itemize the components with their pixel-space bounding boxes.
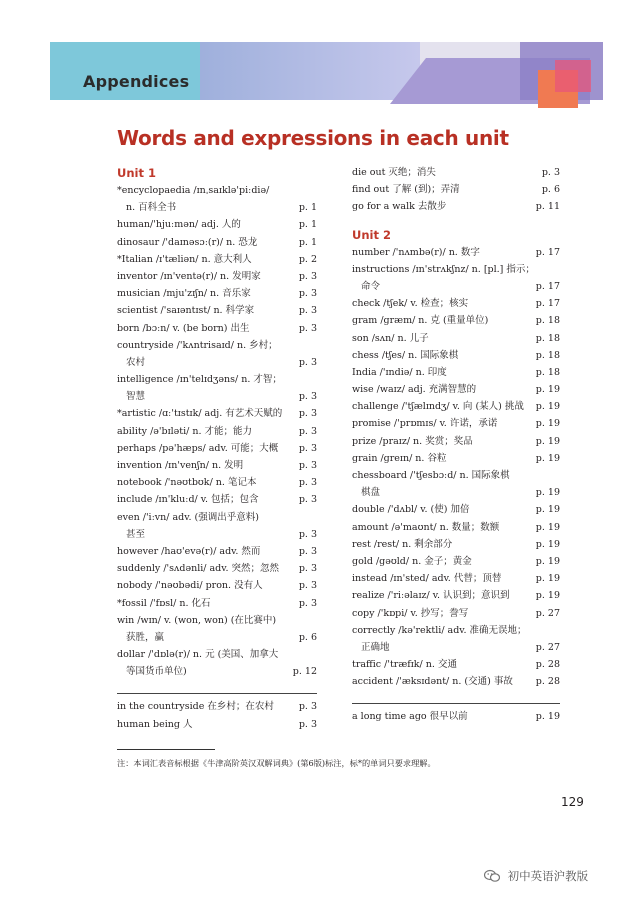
entry-text: *Italian /ɪ'tæliən/ n. 意大利人	[117, 253, 252, 265]
vocabulary-entry	[117, 320, 317, 337]
page-reference: p. 2	[298, 253, 317, 265]
entry-text: traffic /'træfɪk/ n. 交通	[352, 659, 457, 671]
vocabulary-entry	[117, 302, 317, 319]
entry-text: instructions /ɪn'strʌkʃnz/ n. [pl.] 指示；	[352, 263, 535, 275]
page-reference: p. 3	[298, 563, 317, 575]
page-reference: p. 3	[298, 408, 317, 420]
expression-entry	[117, 716, 317, 733]
vocabulary-entry	[352, 364, 560, 381]
page-reference: p. 27	[535, 607, 560, 619]
vocabulary-entry	[352, 656, 560, 673]
vocabulary-entry	[352, 622, 560, 639]
page-number: 129	[561, 795, 584, 809]
section-divider	[352, 703, 560, 704]
vocabulary-entry	[117, 234, 317, 251]
entry-text: include /ɪn'kluːd/ v. 包括；包含	[117, 494, 259, 506]
right-column	[352, 164, 560, 726]
vocabulary-entry	[117, 199, 317, 216]
page-reference: p. 3	[298, 701, 317, 713]
entry-text: even /'iːvn/ adv. (强调出乎意料)	[117, 511, 259, 523]
entry-text: rest /rest/ n. 剩余部分	[352, 538, 453, 550]
vocabulary-entry	[117, 560, 317, 577]
page-reference: p. 19	[535, 435, 560, 447]
vocabulary-entry	[117, 251, 317, 268]
vocabulary-entry	[352, 261, 560, 278]
page-reference: p. 3	[298, 718, 317, 730]
unit-2-heading: Unit 2	[352, 227, 391, 242]
page-reference: p. 3	[298, 356, 317, 368]
vocabulary-entry	[352, 467, 560, 484]
page-title: Words and expressions in each unit	[117, 126, 509, 150]
vocabulary-entry	[352, 501, 560, 518]
page-reference: p. 3	[541, 167, 560, 178]
page-reference: p. 19	[535, 711, 560, 723]
entry-text: however /haʊ'evə(r)/ adv. 然而	[117, 545, 261, 557]
entry-text: dinosaur /'daɪnəsɔː(r)/ n. 恐龙	[117, 236, 258, 248]
vocabulary-entry	[117, 612, 317, 629]
vocabulary-entry	[352, 519, 560, 536]
page-reference: p. 3	[298, 288, 317, 300]
entry-text: suddenly /'sʌdənli/ adv. 突然；忽然	[117, 563, 280, 575]
entry-text: human/'hjuːmən/ adj. 人的	[117, 219, 241, 231]
entry-text: ability /ə'bɪləti/ n. 才能；能力	[117, 425, 253, 437]
unit-1-heading: Unit 1	[117, 166, 156, 180]
entry-text: win /wɪn/ v. (won, won) (在比赛中)	[117, 614, 277, 626]
entry-text: human being 人	[117, 718, 193, 730]
vocabulary-entry	[352, 244, 560, 261]
vocabulary-entry	[117, 285, 317, 302]
page-reference: p. 17	[535, 280, 560, 292]
unit-2-word-list	[352, 244, 560, 691]
vocabulary-entry	[117, 491, 317, 508]
page-reference: p. 17	[535, 298, 560, 310]
unit-2-expression-list	[352, 708, 560, 725]
page-reference: p. 1	[298, 202, 317, 214]
entry-text: find out 了解 (到)；弄清	[352, 184, 460, 196]
entry-text: n. 百科全书	[126, 202, 177, 214]
page-reference: p. 3	[298, 391, 317, 403]
page-reference: p. 3	[298, 305, 317, 317]
entry-text: 智慧	[126, 391, 146, 403]
vocabulary-entry	[352, 433, 560, 450]
page-reference: p. 3	[298, 545, 317, 557]
vocabulary-entry	[117, 577, 317, 594]
entry-text: inventor /ɪn'ventə(r)/ n. 发明家	[117, 270, 261, 282]
entry-text: amount /ə'maʊnt/ n. 数量；数额	[352, 521, 500, 533]
page-reference: p. 19	[535, 521, 560, 533]
vocabulary-entry	[117, 354, 317, 371]
expression-entry	[352, 708, 560, 725]
entry-text: *encyclopaedia /ɪnˌsaɪklə'piːdiə/	[117, 185, 270, 196]
entry-text: grain /greɪn/ n. 谷粒	[352, 452, 447, 464]
vocabulary-entry	[117, 182, 317, 199]
page-reference: p. 19	[535, 452, 560, 464]
vocabulary-entry	[117, 371, 317, 388]
vocabulary-entry	[352, 381, 560, 398]
entry-text: gold /gəʊld/ n. 金子；黄金	[352, 555, 472, 567]
vocabulary-entry	[117, 509, 317, 526]
page-reference: p. 28	[535, 676, 560, 688]
entry-text: nobody /'nəʊbədi/ pron. 没有人	[117, 580, 263, 592]
page-reference: p. 3	[298, 322, 317, 334]
entry-text: double /'dʌbl/ v. (使) 加倍	[352, 504, 470, 516]
entry-text: perhaps /pə'hæps/ adv. 可能；大概	[117, 442, 279, 454]
entry-text: *fossil /'fɒsl/ n. 化石	[117, 597, 211, 609]
vocabulary-entry	[352, 398, 560, 415]
page-reference: p. 28	[535, 659, 560, 671]
vocabulary-entry	[117, 388, 317, 405]
vocabulary-entry	[117, 423, 317, 440]
unit-1-expression-list	[117, 698, 317, 732]
entry-text: 农村	[126, 356, 146, 368]
entry-text: promise /'prɒmɪs/ v. 许诺，承诺	[352, 418, 498, 430]
page-reference: p. 1	[298, 219, 317, 231]
entry-text: go for a walk 去散步	[352, 201, 447, 213]
expression-entry	[352, 198, 560, 215]
entry-text: realize /'riːəlaɪz/ v. 认识到；意识到	[352, 590, 510, 602]
entry-text: a long time ago 很早以前	[352, 711, 468, 723]
expression-entry	[352, 164, 560, 181]
entry-text: correctly /kə'rektli/ adv. 准确无误地；	[352, 624, 527, 636]
vocabulary-entry	[352, 295, 560, 312]
decorative-square-pink	[555, 60, 591, 92]
unit-1-expression-list-continued	[352, 164, 560, 216]
entry-text: invention /ɪn'venʃn/ n. 发明	[117, 460, 244, 471]
page-reference: p. 19	[535, 555, 560, 567]
entry-text: musician /mju'zɪʃn/ n. 音乐家	[117, 288, 251, 300]
vocabulary-entry	[352, 330, 560, 347]
page-reference: p. 18	[535, 349, 560, 361]
vocabulary-entry	[117, 268, 317, 285]
page-reference: p. 19	[535, 384, 560, 396]
page-reference: p. 18	[535, 332, 560, 344]
page-reference: p. 3	[298, 528, 317, 540]
vocabulary-entry	[117, 457, 317, 474]
entry-text: chess /tʃes/ n. 国际象棋	[352, 349, 459, 361]
page-reference: p. 19	[535, 504, 560, 516]
page-reference: p. 12	[292, 666, 317, 678]
entry-text: 获胜，赢	[126, 631, 165, 643]
page-reference: p. 3	[298, 580, 317, 592]
vocabulary-entry	[352, 450, 560, 467]
vocabulary-entry	[352, 415, 560, 432]
entry-text: 正确地	[361, 641, 390, 653]
expression-entry	[352, 181, 560, 198]
vocabulary-entry	[352, 587, 560, 604]
page-reference: p. 3	[298, 270, 317, 282]
expression-entry	[117, 698, 317, 715]
footnote-rule	[117, 749, 215, 750]
entry-text: accident /'æksɪdənt/ n. (交通) 事故	[352, 676, 513, 688]
left-column	[117, 164, 317, 733]
banner-title: Appendices	[83, 72, 190, 91]
entry-text: number /'nʌmbə(r)/ n. 数字	[352, 246, 480, 258]
entry-text: born /bɔːn/ v. (be born) 出生	[117, 322, 250, 334]
entry-text: check /tʃek/ v. 检查；核实	[352, 298, 469, 310]
page-reference: p. 19	[535, 538, 560, 550]
entry-text: challenge /'tʃælɪndʒ/ v. 向 (某人) 挑战	[352, 401, 524, 413]
vocabulary-entry	[352, 278, 560, 295]
page-reference: p. 19	[535, 418, 560, 430]
page-reference: p. 3	[298, 597, 317, 609]
vocabulary-entry	[117, 440, 317, 457]
page-reference: p. 1	[298, 236, 317, 248]
page-reference: p. 18	[535, 366, 560, 378]
entry-text: instead /ɪn'sted/ adv. 代替；顶替	[352, 573, 502, 585]
page-reference: p. 3	[298, 494, 317, 506]
page-reference: p. 19	[535, 573, 560, 585]
entry-text: 棋盘	[361, 487, 381, 499]
page-reference: p. 3	[298, 442, 317, 454]
vocabulary-entry	[117, 216, 317, 233]
entry-text: die out 灭绝；消失	[352, 167, 436, 178]
entry-text: in the countryside 在乡村；在农村	[117, 701, 274, 713]
entry-text: wise /waɪz/ adj. 充满智慧的	[352, 384, 477, 396]
entry-text: copy /'kɒpi/ v. 抄写；誊写	[352, 607, 469, 619]
vocabulary-entry	[117, 663, 317, 680]
page-reference: p. 3	[298, 460, 317, 471]
appendices-banner	[50, 42, 603, 104]
vocabulary-entry	[352, 312, 560, 329]
page-reference: p. 17	[535, 246, 560, 258]
page-reference: p. 3	[298, 477, 317, 489]
entry-text: intelligence /ɪn'telɪdʒəns/ n. 才智；	[117, 374, 282, 386]
vocabulary-entry	[117, 526, 317, 543]
entry-text: gram /græm/ n. 克 (重量单位)	[352, 315, 489, 327]
page-reference: p. 6	[298, 631, 317, 643]
vocabulary-entry	[352, 484, 560, 501]
entry-text: countryside /'kʌntrisaɪd/ n. 乡村；	[117, 339, 278, 351]
vocabulary-entry	[352, 553, 560, 570]
footnote: 注：本词汇表音标根据《牛津高阶英汉双解词典》(第6版)标注，标*的单词只要求理解。	[117, 758, 436, 768]
page-reference: p. 19	[535, 590, 560, 602]
page-reference: p. 27	[535, 641, 560, 653]
vocabulary-entry	[352, 605, 560, 622]
vocabulary-entry	[117, 405, 317, 422]
page-reference: p. 18	[535, 315, 560, 327]
vocabulary-entry	[352, 673, 560, 690]
page-reference: p. 19	[535, 487, 560, 499]
entry-text: 等国货币单位)	[126, 666, 187, 678]
vocabulary-entry	[117, 595, 317, 612]
section-divider	[117, 693, 317, 694]
vocabulary-entry	[352, 347, 560, 364]
vocabulary-entry	[352, 570, 560, 587]
vocabulary-entry	[117, 629, 317, 646]
watermark	[484, 868, 588, 884]
watermark-text: 初中英语沪教版	[507, 869, 589, 883]
page-reference: p. 3	[298, 425, 317, 437]
entry-text: notebook /'nəʊtbʊk/ n. 笔记本	[117, 477, 257, 489]
entry-text: son /sʌn/ n. 儿子	[352, 332, 429, 344]
entry-text: *artistic /ɑː'tɪstɪk/ adj. 有艺术天赋的	[117, 408, 283, 420]
wechat-icon	[484, 869, 500, 883]
vocabulary-entry	[117, 543, 317, 560]
page-reference: p. 11	[535, 201, 560, 213]
entry-text: 命令	[361, 280, 381, 292]
entry-text: 甚至	[126, 528, 146, 540]
entry-text: prize /praɪz/ n. 奖赏；奖品	[352, 435, 473, 447]
vocabulary-entry	[352, 639, 560, 656]
entry-text: scientist /'saɪəntɪst/ n. 科学家	[117, 305, 255, 317]
vocabulary-entry	[117, 646, 317, 663]
vocabulary-entry	[117, 337, 317, 354]
banner-band-lilac	[200, 42, 420, 100]
page-reference: p. 19	[535, 401, 560, 413]
entry-text: India /'ɪndiə/ n. 印度	[352, 366, 447, 378]
entry-text: dollar /'dɒlə(r)/ n. 元 (美国、加拿大	[117, 649, 279, 661]
vocabulary-entry	[117, 474, 317, 491]
entry-text: chessboard /'tʃesbɔːd/ n. 国际象棋	[352, 470, 510, 481]
vocabulary-entry	[352, 536, 560, 553]
page-reference: p. 6	[541, 184, 560, 196]
unit-1-word-list	[117, 182, 317, 680]
